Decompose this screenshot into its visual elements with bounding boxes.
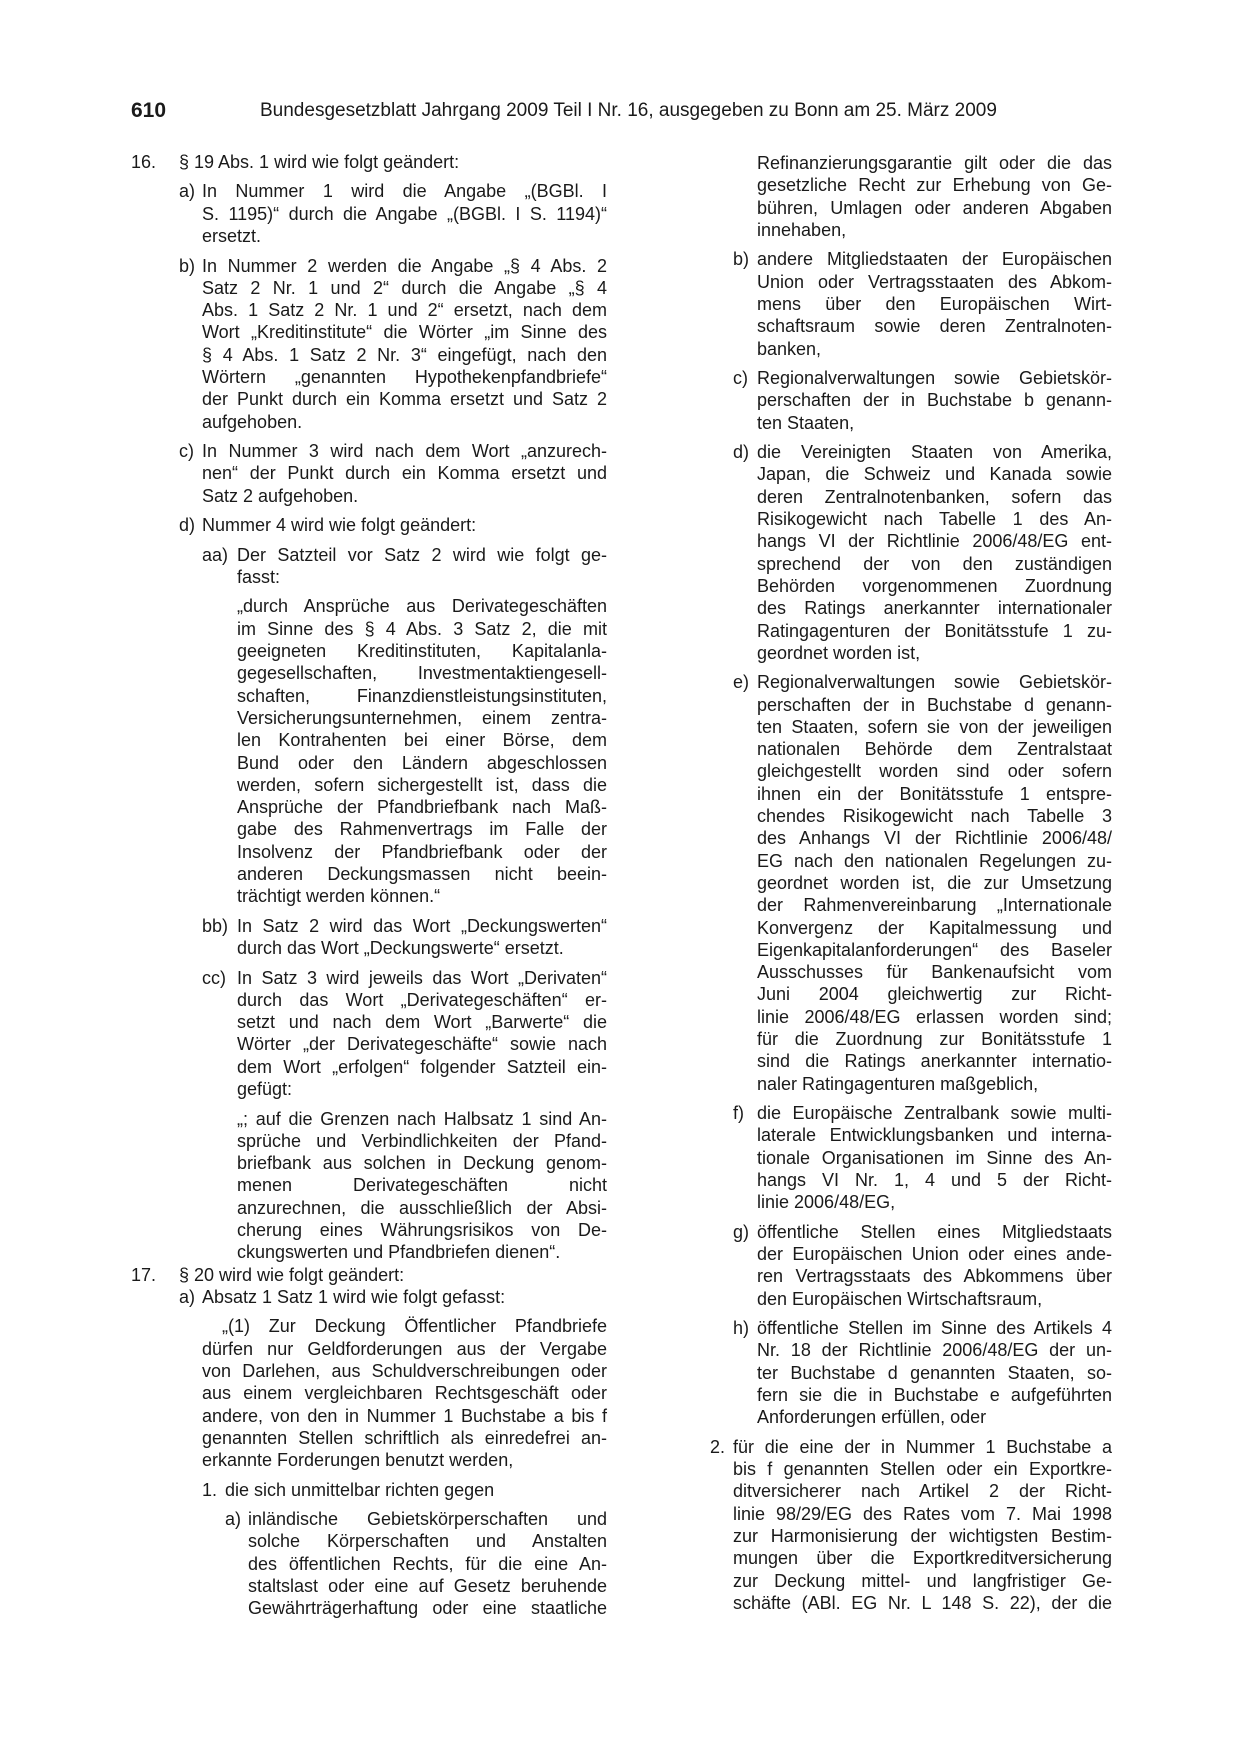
paragraph <box>131 151 607 173</box>
text-line: cherung eines Währungsrisikos von De- <box>237 1220 607 1241</box>
text-line: len Kontrahenten bei einer Börse, dem <box>237 730 607 751</box>
text-line: Wörter „der Derivategeschäfte“ sowie nach <box>237 1034 607 1055</box>
enumeration-label: a) <box>179 181 196 202</box>
text-line: Absatz 1 Satz 1 wird wie folgt gefasst: <box>202 1286 506 1307</box>
text-line: § 4 Abs. 1 Satz 2 Nr. 3“ eingefügt, nach den <box>202 344 607 365</box>
enumeration-label: 1. <box>202 1479 218 1500</box>
text-line: geordnet worden ist, <box>757 642 921 663</box>
text-line: solche Körperschaften und Anstalten <box>248 1531 607 1552</box>
text-line: tionale Organisationen im Sinne des An- <box>757 1147 1112 1168</box>
page-number: 610 <box>131 99 167 122</box>
text-line: Abs. 1 Satz 2 Nr. 1 und 2“ ersetzt, nach dem <box>202 300 607 321</box>
enumeration-label: 17. <box>131 1264 157 1285</box>
text-line: mungen über die Exportkreditversicherung <box>733 1548 1112 1569</box>
enumeration-label: c) <box>733 368 748 389</box>
text-line: „(1) Zur Deckung Öffentlicher Pfandbriefe <box>222 1316 607 1337</box>
text-line: genannten Stellen schriftlich als einredefrei an- <box>202 1427 607 1448</box>
text-line: Nummer 4 wird wie folgt geändert: <box>202 515 477 536</box>
paragraph <box>237 595 607 907</box>
text-line: § 20 wird wie folgt geändert: <box>179 1264 405 1285</box>
text-line: Regionalverwaltungen sowie Gebietskör- <box>757 672 1112 693</box>
text-line: Eigenkapitalanforderungen“ des Baseler <box>757 939 1112 960</box>
text-line: Versicherungsunternehmen, einem zentra- <box>237 707 607 728</box>
text-line: In Nummer 1 wird die Angabe „(BGBl. I <box>202 181 607 202</box>
text-line: Satz 2 aufgehoben. <box>202 485 359 506</box>
enumeration-label: g) <box>733 1221 750 1242</box>
text-line: die sich unmittelbar richten gegen <box>225 1479 495 1500</box>
text-line: deren Zentralnotenbanken, sofern das <box>757 486 1112 507</box>
text-line: Ansprüche der Pfandbriefbank nach Maß- <box>237 797 607 818</box>
paragraph <box>179 255 607 433</box>
enumeration-label: f) <box>733 1103 744 1124</box>
text-line: S. 1195)“ durch die Angabe „(BGBl. I S. 1194)“ <box>202 203 607 224</box>
text-line: EG nach den nationalen Regelungen zu- <box>757 850 1112 871</box>
right-column <box>692 152 1241 1614</box>
paragraph <box>202 915 607 960</box>
text-line: den Europäischen Wirtschaftsraum, <box>757 1288 1043 1309</box>
text-line: des öffentlichen Rechts, für die eine An- <box>248 1553 607 1574</box>
text-line: ten Staaten, sofern sie von der jeweiligen <box>757 716 1112 737</box>
enumeration-label: 16. <box>131 152 157 172</box>
paragraph <box>757 152 1112 241</box>
text-line: erkannte Forderungen benutzt werden, <box>202 1450 514 1471</box>
enumeration-label: b) <box>179 255 196 276</box>
text-line: Refinanzierungsgarantie gilt oder die das <box>757 153 1112 173</box>
text-line: andere Mitgliedstaaten der Europäischen <box>757 249 1112 270</box>
text-line: Bund oder den Ländern abgeschlossen <box>237 752 607 773</box>
paragraph <box>733 367 1112 434</box>
text-line: für die Zuordnung zur Bonitätsstufe 1 <box>757 1029 1112 1050</box>
paragraph <box>202 1479 607 1501</box>
text-line: perschaften der in Buchstabe b genann- <box>757 390 1112 411</box>
paragraph <box>237 1108 607 1264</box>
text-line: ter Buchstabe d genannten Staaten, so- <box>757 1362 1112 1383</box>
text-line: briefbank aus solchen in Deckung genom- <box>237 1153 607 1174</box>
text-line: gegesellschaften, Investmentaktiengesell- <box>237 663 607 684</box>
text-line: Wort „Kreditinstitute“ die Wörter „im Sinne des <box>202 322 607 343</box>
text-line: Juni 2004 gleichwertig zur Richt- <box>757 984 1112 1005</box>
text-line: menen Derivategeschäften nicht <box>237 1175 607 1196</box>
paragraph <box>179 1286 607 1308</box>
text-line: der Punkt durch ein Komma ersetzt und Satz 2 <box>202 389 607 410</box>
text-line: naler Ratingagenturen maßgeblich, <box>757 1073 1039 1094</box>
text-line: anderen Deckungsmassen nicht beein- <box>237 864 607 885</box>
text-line: andere, von den in Nummer 1 Buchstabe a bis f <box>202 1405 607 1426</box>
text-line: zur Harmonisierung der wichtigsten Bestim- <box>733 1526 1112 1547</box>
text-line: gabe des Rahmenvertrags im Falle der <box>237 819 607 840</box>
text-line: linie 2006/48/EG erlassen worden sind; <box>757 1006 1112 1027</box>
text-line: In Nummer 3 wird nach dem Wort „anzurech- <box>202 441 607 462</box>
enumeration-label: e) <box>733 672 750 693</box>
text-line: ren Vertragsstaats des Abkommens über <box>757 1266 1112 1287</box>
text-line: bühren, Umlagen oder anderen Abgaben <box>757 197 1112 218</box>
text-line: sprüche und Verbindlichkeiten der Pfand- <box>237 1130 607 1151</box>
text-line: laterale Entwicklungsbanken und interna- <box>757 1125 1112 1146</box>
text-line: zur Deckung mittel- und langfristiger Ge- <box>733 1570 1112 1591</box>
paragraph <box>202 544 607 589</box>
text-line: In Satz 2 wird das Wort „Deckungswerten“ <box>237 915 607 936</box>
left-column <box>131 151 691 1620</box>
text-line: Japan, die Schweiz und Kanada sowie <box>757 464 1112 485</box>
text-line: anzurechnen, die ausschließlich der Absi- <box>237 1197 607 1218</box>
text-line: Konvergenz der Kapitalmessung und <box>757 917 1112 938</box>
text-line: gefügt: <box>237 1079 293 1100</box>
paragraph <box>733 248 1112 359</box>
text-line: Union oder Vertragsstaaten des Abkom- <box>757 271 1112 292</box>
paragraph <box>225 1508 607 1619</box>
text-line: der Europäischen Union oder eines ande- <box>757 1244 1112 1265</box>
text-line: linie 2006/48/EG, <box>757 1192 896 1213</box>
text-line: nationalen Behörde dem Zentralstaat <box>757 739 1112 760</box>
text-line: „; auf die Grenzen nach Halbsatz 1 sind An- <box>237 1108 607 1129</box>
text-line: sind die Ratings anerkannter internatio- <box>757 1051 1112 1072</box>
text-line: im Sinne des § 4 Abs. 3 Satz 2, die mit <box>237 618 607 639</box>
text-line: geeigneten Kreditinstituten, Kapitalanla- <box>237 641 607 662</box>
text-line: Wörtern „genannten Hypothekenpfandbriefe“ <box>202 367 607 388</box>
text-line: dürfen nur Geldforderungen aus der Vergabe <box>202 1338 607 1359</box>
text-line: gleichgestellt worden sind oder sofern <box>757 761 1112 782</box>
paragraph <box>202 1315 607 1471</box>
enumeration-label: aa) <box>202 544 229 565</box>
page-header <box>131 99 1111 129</box>
enumeration-label: 2. <box>710 1436 726 1457</box>
text-line: innehaben, <box>757 219 847 240</box>
paragraph <box>733 1102 1112 1213</box>
text-line: schaftsraum sowie deren Zentralnoten- <box>757 316 1112 337</box>
text-line: ten Staaten, <box>757 412 855 433</box>
text-line: aus einem vergleichbaren Rechtsgeschäft oder <box>202 1383 607 1404</box>
text-line: ihnen ein der Bonitätsstufe 1 entspre- <box>757 783 1112 804</box>
text-line: setzt und nach dem Wort „Barwerte“ die <box>237 1012 607 1033</box>
enumeration-label: a) <box>179 1286 196 1307</box>
text-line: sprechend der von den zuständigen <box>757 553 1112 574</box>
enumeration-label: h) <box>733 1318 750 1339</box>
paragraph <box>733 1317 1112 1428</box>
text-line: schaften, Finanzdienstleistungsinstituten, <box>237 685 607 706</box>
text-line: trächtigt werden können.“ <box>237 886 441 907</box>
text-line: gesetzliche Recht zur Erhebung von Ge- <box>757 175 1112 196</box>
text-line: werden, sofern sichergestellt ist, dass die <box>237 774 607 795</box>
text-line: die Vereinigten Staaten von Amerika, <box>757 442 1112 463</box>
paragraph <box>733 1221 1112 1310</box>
text-line: öffentliche Stellen eines Mitgliedstaats <box>757 1221 1112 1242</box>
text-line: linie 98/29/EG des Rates vom 7. Mai 1998 <box>733 1503 1112 1524</box>
text-line: dem Wort „erfolgen“ folgender Satzteil ein- <box>237 1056 607 1077</box>
text-line: banken, <box>757 338 822 359</box>
text-line: für die eine der in Nummer 1 Buchstabe a <box>733 1436 1112 1457</box>
enumeration-label: a) <box>225 1509 242 1530</box>
paragraph <box>733 671 1112 1095</box>
text-line: Behörden vorgenommenen Zuordnung <box>757 575 1112 596</box>
text-line: ditversicherer nach Artikel 2 der Richt- <box>733 1481 1112 1502</box>
text-line: Insolvenz der Pfandbriefbank oder der <box>237 841 607 862</box>
enumeration-label: bb) <box>202 915 229 936</box>
text-line: Ausschusses für Bankenaufsicht vom <box>757 962 1112 983</box>
text-line: fasst: <box>237 566 281 587</box>
paragraph <box>179 514 607 536</box>
text-line: der Rahmenvereinbarung „Internationale <box>757 895 1112 916</box>
text-line: mens über den Europäischen Wirt- <box>757 293 1112 314</box>
text-line: schäfte (ABl. EG Nr. L 148 S. 22), der die <box>733 1592 1112 1613</box>
text-line: durch das Wort „Deckungswerte“ ersetzt. <box>237 938 564 959</box>
paragraph <box>202 967 607 1101</box>
enumeration-label: cc) <box>202 967 226 988</box>
text-line: ersetzt. <box>202 226 262 247</box>
enumeration-label: d) <box>733 442 750 463</box>
paragraph <box>710 1436 1112 1614</box>
text-line: Ratingagenturen der Bonitätsstufe 1 zu- <box>757 620 1112 641</box>
text-line: des Ratings anerkannter internationaler <box>757 598 1112 619</box>
text-line: bis f genannten Stellen oder ein Exportkre- <box>733 1459 1112 1480</box>
text-line: In Satz 3 wird jeweils das Wort „Derivaten“ <box>237 967 607 988</box>
text-line: staltslast oder eine auf Gesetz beruhende <box>248 1576 607 1597</box>
text-line: aufgehoben. <box>202 411 303 432</box>
text-line: Risikogewicht nach Tabelle 1 des An- <box>757 509 1112 530</box>
text-line: hangs VI der Richtlinie 2006/48/EG ent- <box>757 531 1112 552</box>
text-line: Der Satzteil vor Satz 2 wird wie folgt ge- <box>237 544 607 565</box>
text-line: von Darlehen, aus Schuldverschreibungen oder <box>202 1361 607 1382</box>
text-line: durch das Wort „Derivategeschäften“ er- <box>237 989 607 1010</box>
text-line: hangs VI Nr. 1, 4 und 5 der Richt- <box>757 1170 1112 1190</box>
text-line: § 19 Abs. 1 wird wie folgt geändert: <box>179 152 460 172</box>
paragraph <box>179 440 607 507</box>
text-line: Anforderungen erfüllen, oder <box>757 1407 987 1428</box>
paragraph <box>131 1264 607 1286</box>
paragraph <box>733 441 1112 664</box>
text-line: des Anhangs VI der Richtlinie 2006/48/ <box>757 828 1112 849</box>
text-line: Nr. 18 der Richtlinie 2006/48/EG der un- <box>757 1340 1112 1361</box>
text-line: Gewährträgerhaftung oder eine staatliche <box>248 1598 607 1619</box>
running-title: Bundesgesetzblatt Jahrgang 2009 Teil I Nr. 16, ausgegeben zu Bonn am 25. März 2009 <box>260 100 997 121</box>
text-line: „durch Ansprüche aus Derivategeschäften <box>237 596 607 617</box>
enumeration-label: b) <box>733 249 750 270</box>
text-line: inländische Gebietskörperschaften und <box>248 1509 607 1530</box>
enumeration-label: c) <box>179 441 194 462</box>
text-line: geordnet worden ist, die zur Umsetzung <box>757 872 1112 893</box>
paragraph <box>179 180 607 247</box>
text-line: In Nummer 2 werden die Angabe „§ 4 Abs. 2 <box>202 255 607 276</box>
text-line: nen“ der Punkt durch ein Komma ersetzt und <box>202 463 607 484</box>
text-line: perschaften der in Buchstabe d genann- <box>757 694 1112 715</box>
text-line: ckungswerten und Pfandbriefen dienen“. <box>237 1242 561 1263</box>
enumeration-label: d) <box>179 515 196 536</box>
text-line: fern sie die in Buchstabe e aufgeführten <box>757 1385 1112 1406</box>
text-line: öffentliche Stellen im Sinne des Artikels 4 <box>757 1318 1112 1339</box>
text-line: die Europäische Zentralbank sowie multi- <box>757 1103 1112 1124</box>
text-line: Satz 2 Nr. 1 und 2“ durch die Angabe „§ 4 <box>202 277 607 298</box>
text-line: chendes Risikogewicht nach Tabelle 3 <box>757 806 1112 827</box>
text-line: Regionalverwaltungen sowie Gebietskör- <box>757 368 1112 389</box>
